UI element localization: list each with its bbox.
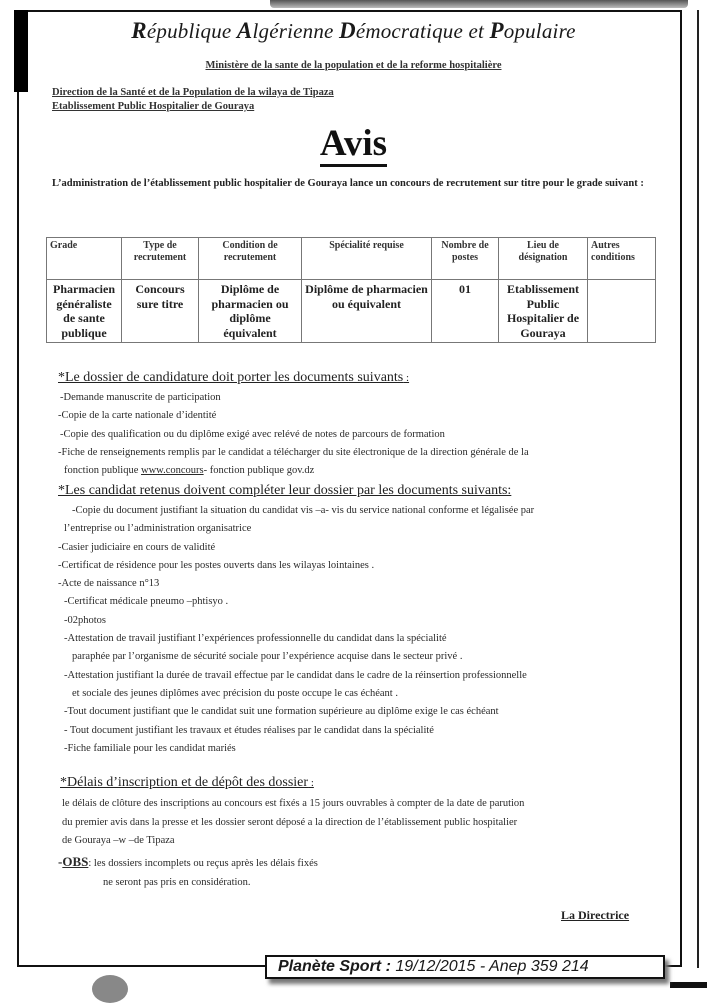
list-item	[58, 462, 658, 480]
republic-heading	[0, 18, 707, 44]
table-cell-grade: Pharmacien généraliste de sante publique	[47, 280, 122, 343]
table-cell-type: Concours sure titre	[122, 280, 199, 343]
concours-link[interactable]: www.concours	[141, 465, 204, 477]
table-cell-condition: Diplôme de pharmacien ou diplôme équivalent	[199, 280, 302, 343]
list-item: -Attestation justifiant la durée de travail effectue par le candidat dans le cadre de la réinsertion professionnelle	[64, 669, 527, 681]
list-item: -Copie de la carte nationale d’identité	[58, 410, 217, 422]
retenus-heading: *Les candidat retenus doivent compléter leur dossier par les documents suivants:	[58, 483, 512, 498]
obs-text: : les dossiers incomplets ou reçus après les délais fixés	[88, 858, 318, 869]
obs-dash: -	[58, 854, 63, 869]
table-cell-specialite: Diplôme de pharmacien ou équivalent	[302, 280, 432, 343]
list-item: -Attestation de travail justifiant l’expériences professionnelle du candidat dans la spécialité	[64, 633, 447, 645]
delais-line: de Gouraya –w –de Tipaza	[62, 835, 175, 846]
dossier-heading-text: *Le dossier de candidature doit porter les documents suivants	[58, 370, 404, 385]
list-item: -Acte de naissance n°13	[58, 578, 160, 590]
republic-cap-r: R	[131, 18, 147, 43]
list-item: -Copie des qualification ou du diplôme exigé avec relévé de notes de parcours de formation	[60, 428, 445, 440]
table-header: Lieu de désignation	[499, 238, 588, 280]
republic-word: lgérienne	[252, 19, 340, 43]
dossier-list	[58, 389, 658, 480]
table-header: Nombre de postes	[432, 238, 499, 280]
table-header: Autres conditions	[588, 238, 656, 280]
list-item: -Fiche familiale pour les candidat mariés	[64, 742, 236, 754]
signature: La Directrice	[561, 908, 630, 922]
list-item: l’entreprise ou l’administration organisatrice	[64, 523, 252, 535]
obs-line: ne seront pas pris en considération.	[103, 877, 251, 888]
list-item: -Demande manuscrite de participation	[60, 392, 221, 403]
table-cell-autres	[588, 280, 656, 343]
table-cell-nombre: 01	[432, 280, 499, 343]
table-row	[47, 280, 656, 343]
dossier-heading	[58, 370, 409, 386]
page-title	[0, 122, 707, 165]
publication-name: Planète Sport :	[278, 958, 391, 975]
publication-footer	[265, 955, 665, 979]
table-header: Condition de recrutement	[199, 238, 302, 280]
list-item: -Casier judiciaire en cours de validité	[58, 541, 216, 553]
list-item: -Certificat de résidence pour les postes ouverts dans les wilayas lointaines .	[58, 559, 375, 571]
list-item: -Certificat médicale pneumo –phtisyo .	[64, 596, 229, 608]
list-item: -02photos	[64, 614, 106, 626]
dossier-heading-suffix: :	[403, 372, 410, 384]
ministry-heading: Ministère de la sante de la population et de la reforme hospitalière	[205, 60, 502, 71]
list-item-text: - fonction publique gov.dz	[203, 465, 315, 477]
intro-paragraph: L’administration de l’établissement public hospitalier de Gouraya lance un concours de recrutement sur titre pour le grade suivant :	[52, 178, 644, 189]
direction-line: Direction de la Santé et de la Population de la wilaya de Tipaza	[52, 87, 334, 98]
bottom-right-bar	[670, 982, 707, 988]
republic-cap-d: D	[339, 18, 356, 43]
table-header: Spécialité requise	[302, 238, 432, 280]
table-cell-lieu: Etablissement Public Hospitalier de Gouraya	[499, 280, 588, 343]
retenus-list	[58, 502, 658, 758]
issuer-block	[52, 86, 334, 114]
republic-word: épublique	[146, 19, 237, 43]
avis-title: Avis	[320, 123, 387, 167]
delais-heading	[60, 775, 314, 791]
establishment-line: Etablissement Public Hospitalier de Gouraya	[52, 101, 255, 112]
list-item: - Tout document justifiant les travaux et études réalises par le candidat dans la spécialité	[64, 724, 434, 736]
grey-blob-artifact	[92, 975, 128, 1003]
delais-heading-text: *Délais d’inscription et de dépôt des dossier	[60, 775, 309, 790]
republic-cap-p: P	[489, 18, 504, 43]
obs-line	[58, 852, 318, 873]
top-shadow-band	[270, 0, 688, 8]
list-item: -Tout document justifiant que le candidat suit une formation supérieure au diplôme exige le cas échéant	[64, 706, 499, 718]
list-item: -Copie du document justifiant la situation du candidat vis –a- vis du service national conforme et légalisée par	[72, 505, 535, 516]
delais-heading-suffix: :	[308, 777, 314, 789]
republic-word: opulaire	[503, 19, 576, 43]
table-header: Type de recrutement	[122, 238, 199, 280]
delais-paragraph	[62, 795, 662, 851]
list-item: et sociale des jeunes diplômes avec précision du poste occupe le cas échéant .	[72, 687, 398, 699]
obs-note	[58, 852, 318, 892]
delais-line: du premier avis dans la presse et les dossier seront déposé a la direction de l’établissement public hospitalier	[62, 816, 518, 828]
republic-cap-a: A	[236, 18, 253, 43]
list-item: -Fiche de renseignements remplis par le candidat a télécharger du site électronique de la direction générale de la	[58, 446, 529, 458]
obs-label: OBS	[62, 854, 89, 869]
delais-line: le délais de clôture des inscriptions au concours est fixés a 15 jours ouvrables à compter de la date de parution	[62, 798, 525, 809]
list-item: paraphée par l’organisme de sécurité sociale pour l’expérience acquise dans le secteur privé .	[72, 651, 463, 663]
table-header-row	[47, 238, 656, 280]
table-header: Grade	[47, 238, 122, 280]
publication-details: 19/12/2015 - Anep 359 214	[390, 958, 589, 975]
republic-word: émocratique et	[355, 19, 490, 43]
list-item-text: fonction publique	[64, 465, 141, 477]
grade-table	[46, 237, 656, 343]
